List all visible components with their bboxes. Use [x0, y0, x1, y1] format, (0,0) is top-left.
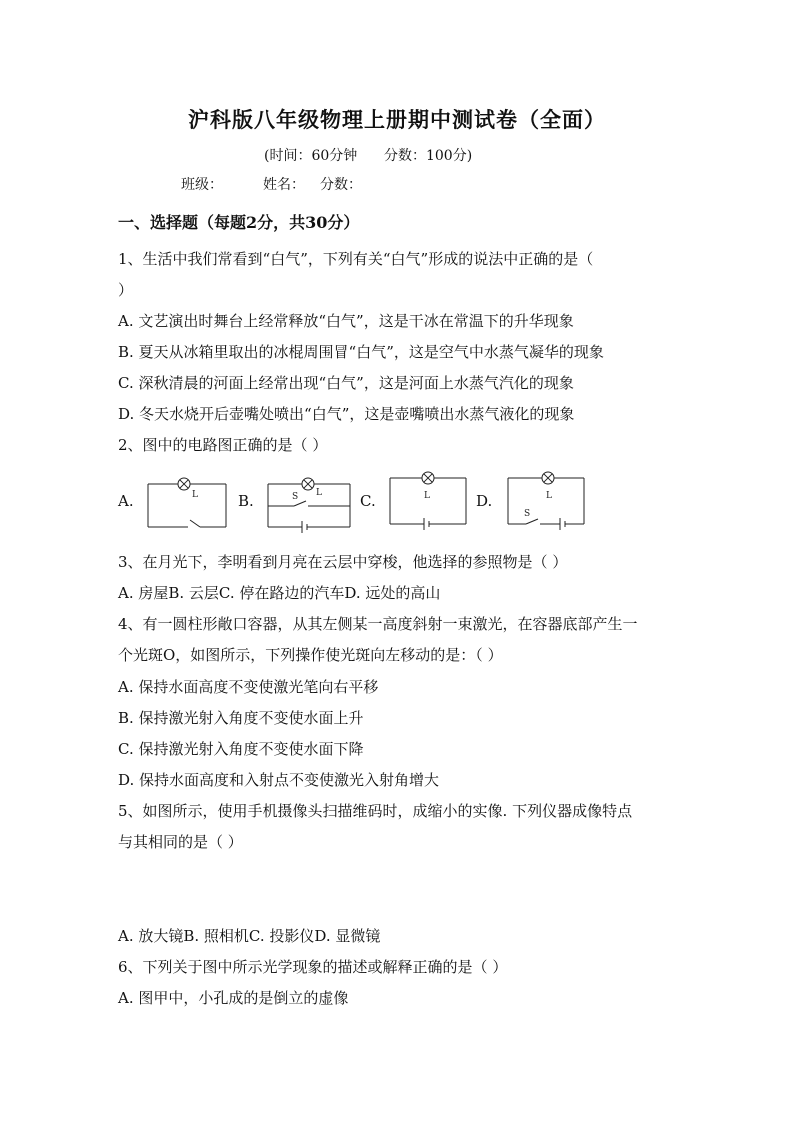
q6-option-a: A. 图甲中，小孔成的是倒立的虚像	[118, 989, 349, 1007]
q2-option-c-label: C.	[360, 492, 376, 510]
circuit-b-switch-label: S	[292, 492, 299, 502]
circuit-b-lamp-label: L	[316, 488, 322, 498]
section-heading: 一、选择题（每题2分，共30分）	[118, 213, 360, 232]
circuit-a-lamp-label: L	[192, 490, 198, 500]
circuit-c-diagram	[386, 470, 470, 534]
exam-title: 沪科版八年级物理上册期中测试卷（全面）	[188, 107, 606, 132]
circuit-d-diagram	[504, 470, 588, 534]
name-label: 姓名：	[263, 177, 305, 193]
q5-stem: 5、如图所示，使用手机摄像头扫描维码时，成缩小的实像. 下列仪器成像特点	[118, 802, 633, 820]
q4-option-d: D. 保持水面高度和入射点不变使激光入射角增大	[118, 771, 440, 789]
q3-stem: 3、在月光下，李明看到月亮在云层中穿梭，他选择的参照物是（ ）	[118, 553, 568, 571]
q3-options: A. 房屋B. 云层C. 停在路边的汽车D. 远处的高山	[118, 584, 441, 602]
circuit-b-diagram	[264, 470, 354, 534]
q4-option-b: B. 保持激光射入角度不变使水面上升	[118, 709, 364, 727]
score-label: 分数：	[320, 177, 362, 193]
q4-option-a: A. 保持水面高度不变使激光笔向右平移	[118, 678, 379, 696]
circuit-c-lamp-label: L	[424, 491, 430, 501]
q4-stem-cont: 个光斑O，如图所示，下列操作使光斑向左移动的是：（ ）	[118, 646, 503, 664]
q6-stem: 6、下列关于图中所示光学现象的描述或解释正确的是（ ）	[118, 958, 508, 976]
q2-option-b-label: B.	[238, 492, 254, 510]
q4-stem: 4、有一圆柱形敞口容器，从其左侧某一高度斜射一束激光，在容器底部产生一	[118, 615, 638, 633]
q1-stem-cont: ）	[118, 281, 134, 299]
q1-option-a: A. 文艺演出时舞台上经常释放“白气”，这是干冰在常温下的升华现象	[118, 312, 574, 330]
q1-option-b: B. 夏天从冰箱里取出的冰棍周围冒“白气”，这是空气中水蒸气凝华的现象	[118, 343, 604, 361]
q2-option-d-label: D.	[476, 492, 493, 510]
circuit-d-switch-label: S	[524, 509, 531, 519]
exam-meta: (时间：60分钟 分数：100分)	[264, 148, 473, 164]
q5-stem-cont: 与其相同的是（ ）	[118, 833, 243, 851]
q1-option-c: C. 深秋清晨的河面上经常出现“白气”，这是河面上水蒸气汽化的现象	[118, 374, 574, 392]
q1-stem: 1、生活中我们常看到“白气”，下列有关“白气”形成的说法中正确的是（	[118, 250, 594, 268]
circuit-a-diagram	[144, 470, 228, 534]
q5-options: A. 放大镜B. 照相机C. 投影仪D. 显微镜	[118, 927, 381, 945]
student-info-row	[181, 174, 362, 194]
q1-option-d: D. 冬天水烧开后壶嘴处喷出“白气”，这是壶嘴喷出水蒸气液化的现象	[118, 405, 575, 423]
circuit-d-lamp-label: L	[546, 491, 552, 501]
q2-option-a-label: A.	[118, 492, 134, 510]
q4-option-c: C. 保持激光射入角度不变使水面下降	[118, 740, 364, 758]
q2-stem: 2、图中的电路图正确的是（ ）	[118, 436, 328, 454]
q2-circuit-figures	[118, 470, 698, 534]
class-label: 班级：	[181, 177, 223, 193]
